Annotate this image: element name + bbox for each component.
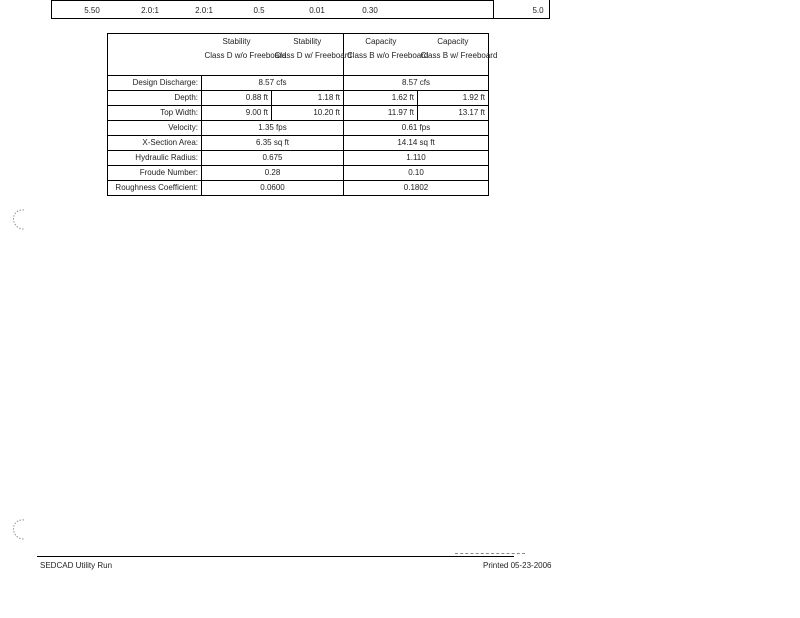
- column-title: Capacity: [365, 37, 397, 46]
- row-label: Hydraulic Radius:: [108, 151, 202, 166]
- top-row-cell: 2.0:1: [195, 6, 213, 15]
- footer-rule: [37, 556, 514, 557]
- column-subtitle: Class B w/ Freeboard: [420, 51, 498, 60]
- row-label: Design Discharge:: [108, 76, 202, 91]
- top-row-cell: 0.01: [309, 6, 325, 15]
- table-row: [108, 166, 489, 181]
- top-row-separator: [493, 0, 494, 18]
- column-title: Capacity: [437, 37, 469, 46]
- table-row: [108, 106, 489, 121]
- top-row-cell: 0.5: [253, 6, 265, 15]
- stability-value: 0.0600: [202, 181, 344, 196]
- table-row: [108, 76, 489, 91]
- capacity-value: 0.61 fps: [344, 121, 489, 136]
- footer-program-name: SEDCAD Utility Run: [40, 561, 113, 570]
- table-row: [108, 121, 489, 136]
- column-title: Stability: [293, 37, 322, 46]
- capacity-value: 0.1802: [344, 181, 489, 196]
- column-title: Stability: [222, 37, 251, 46]
- column-subtitle: Class B w/o Freeboard: [347, 51, 429, 60]
- stability-value: 0.28: [202, 166, 344, 181]
- row-label: Froude Number:: [108, 166, 202, 181]
- top-row-cell: 5.0: [532, 6, 544, 15]
- top-row-cell: 0.30: [362, 6, 378, 15]
- column-subtitle: Class D w/o Freeboard: [204, 51, 287, 60]
- footer-dash-line: [455, 553, 525, 554]
- binder-hole-mark: [10, 208, 30, 230]
- table-row: [108, 151, 489, 166]
- row-label: X-Section Area:: [108, 136, 202, 151]
- column-header: [344, 34, 429, 76]
- capacity-value: 0.10: [344, 166, 489, 181]
- table-cell: 9.00 ft: [202, 106, 272, 121]
- footer-print-date: Printed 05-23-2006: [483, 561, 552, 570]
- binder-hole-mark: [10, 518, 30, 540]
- capacity-value: 8.57 cfs: [344, 76, 489, 91]
- table-row: [108, 181, 489, 196]
- column-header: [202, 34, 287, 76]
- row-label: Top Width:: [108, 106, 202, 121]
- table-row: [108, 136, 489, 151]
- top-row-cell: 5.50: [84, 6, 100, 15]
- stability-value: 8.57 cfs: [202, 76, 344, 91]
- column-subtitle: Class D w/ Freeboard: [274, 51, 352, 60]
- column-header: [272, 34, 352, 76]
- row-label: Roughness Coefficient:: [108, 181, 202, 196]
- table-cell: 11.97 ft: [344, 106, 418, 121]
- top-row-cell: 2.0:1: [141, 6, 159, 15]
- table-cell: 1.92 ft: [418, 91, 489, 106]
- top-row-divider: [52, 0, 493, 1]
- table-row: [108, 91, 489, 106]
- row-label: Velocity:: [108, 121, 202, 136]
- stability-value: 6.35 sq ft: [202, 136, 344, 151]
- row-label: Depth:: [108, 91, 202, 106]
- table-cell: 1.62 ft: [344, 91, 418, 106]
- table-cell: 1.18 ft: [272, 91, 344, 106]
- capacity-value: 1.110: [344, 151, 489, 166]
- capacity-value: 14.14 sq ft: [344, 136, 489, 151]
- header-corner: [108, 34, 202, 76]
- table-cell: 13.17 ft: [418, 106, 489, 121]
- results-table: [107, 33, 498, 196]
- column-header: [418, 34, 498, 76]
- table-cell: 0.88 ft: [202, 91, 272, 106]
- top-data-row: [51, 0, 550, 19]
- table-cell: 10.20 ft: [272, 106, 344, 121]
- stability-value: 0.675: [202, 151, 344, 166]
- table-header-row: [108, 34, 489, 76]
- stability-value: 1.35 fps: [202, 121, 344, 136]
